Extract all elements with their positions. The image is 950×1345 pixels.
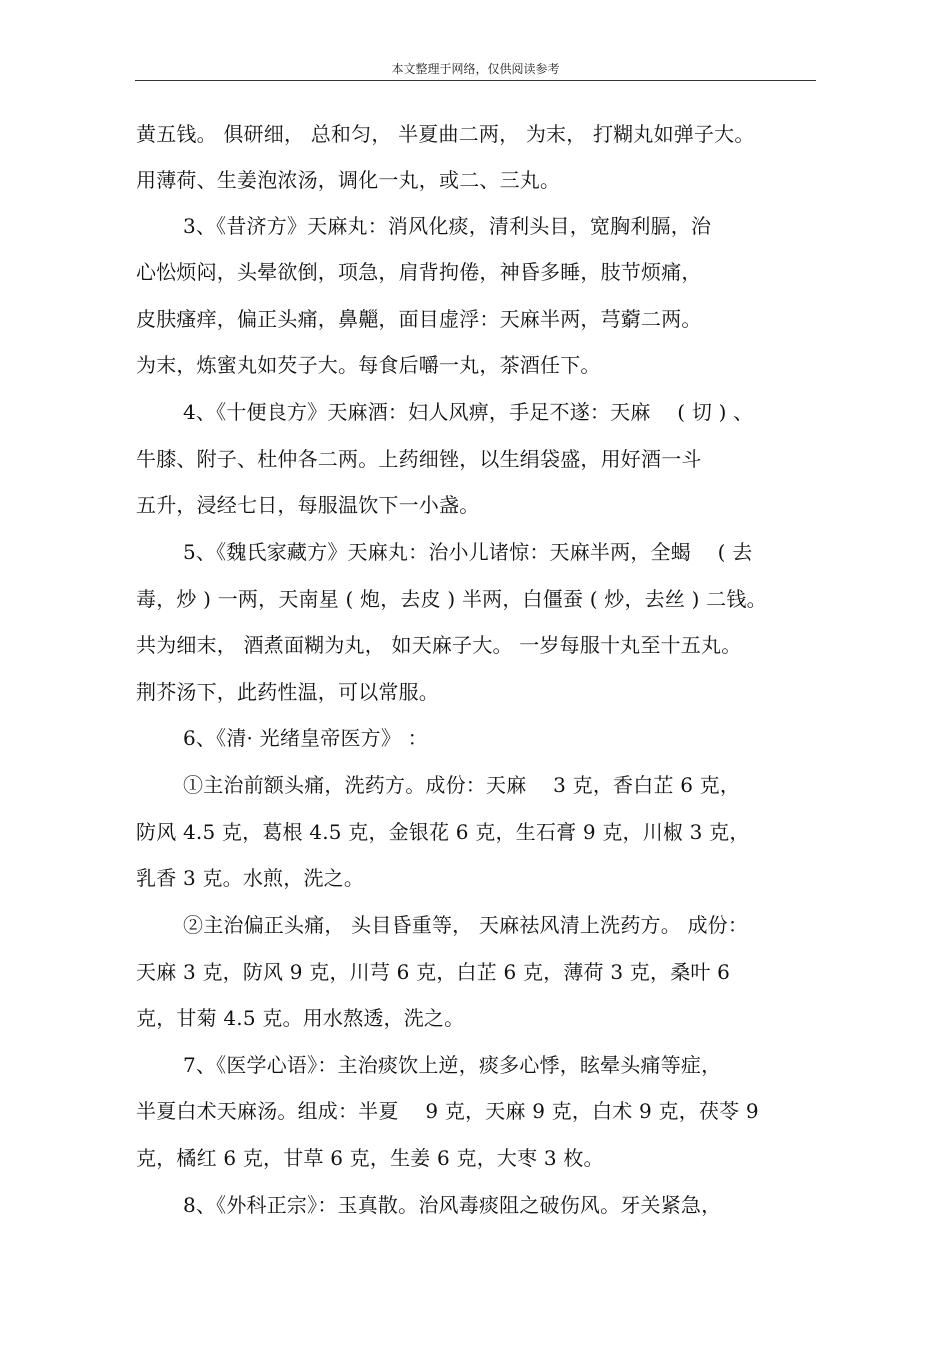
body-line: 荆芥汤下，此药性温，可以常服。	[136, 680, 439, 704]
body-line: 为末，炼蜜丸如芡子大。每食后嚼一丸，茶酒任下。	[136, 353, 601, 377]
body-line: 4、《十便良方》天麻酒：妇人风痹，手足不遂：天麻 ( 切 ) 、	[183, 400, 754, 424]
body-line: ②主治偏正头痛， 头目昏重等， 天麻祛风清上洗药方。 成份：	[183, 913, 749, 937]
body-line: 防风 4.5 克，葛根 4.5 克，金银花 6 克，生石膏 9 克，川椒 3 克，	[136, 820, 750, 844]
body-line: 用薄荷、生姜泡浓汤，调化一丸，或二、三丸。	[136, 168, 561, 192]
body-line: 半夏白术天麻汤。组成：半夏 9 克，天麻 9 克，白术 9 克，茯苓 9	[136, 1099, 759, 1123]
body-line: 毒，炒 ) 一两，天南星 ( 炮，去皮 ) 半两，白僵蚕 ( 炒，去丝 ) 二钱。	[136, 587, 767, 611]
body-line: 天麻 3 克，防风 9 克，川芎 6 克，白芷 6 克，薄荷 3 克，桑叶 6	[136, 960, 731, 984]
body-line: 黄五钱。 俱研细， 总和匀， 半夏曲二两， 为末， 打糊丸如弹子大。	[136, 122, 755, 146]
body-line: 乳香 3 克。水煎，洗之。	[136, 866, 365, 890]
body-line: 克，橘红 6 克，甘草 6 克，生姜 6 克，大枣 3 枚。	[136, 1146, 604, 1170]
body-line: 3、《昔济方》天麻丸：消风化痰，清利头目，宽胸利膈，治	[183, 214, 712, 238]
page-header-note: 本文整理于网络，仅供阅读参考	[391, 62, 560, 76]
header-divider	[135, 80, 816, 81]
body-line: 五升，浸经七日，每服温饮下一小盏。	[136, 493, 480, 517]
body-line: 共为细末， 酒煮面糊为丸， 如天麻子大。 一岁每服十丸至十五丸。	[136, 633, 742, 657]
body-line: 8、《外科正宗》：玉真散。治风毒痰阻之破伤风。牙关紧急，	[183, 1193, 722, 1217]
body-line: 牛膝、附子、杜仲各二两。上药细锉，以生绢袋盛，用好酒一斗	[136, 447, 702, 471]
body-line: 心忪烦闷，头晕欲倒，项急，肩背拘倦，神昏多睡，肢节烦痛，	[136, 260, 702, 284]
body-line: 6、《清· 光绪皇帝医方》 ：	[183, 726, 428, 750]
body-line: 皮肤瘙痒，偏正头痛，鼻齆，面目虚浮：天麻半两，芎藭二两。	[136, 307, 702, 331]
body-line: ①主治前额头痛，洗药方。成份：天麻 3 克，香白芷 6 克，	[183, 773, 741, 797]
body-line: 7、《医学心语》：主治痰饮上逆，痰多心悸，眩晕头痛等症，	[183, 1053, 722, 1077]
body-line: 克，甘菊 4.5 克。用水熬透，洗之。	[136, 1006, 465, 1030]
body-line: 5、《魏氏家藏方》天麻丸：治小儿诸惊：天麻半两，全蝎 ( 去	[183, 540, 753, 564]
